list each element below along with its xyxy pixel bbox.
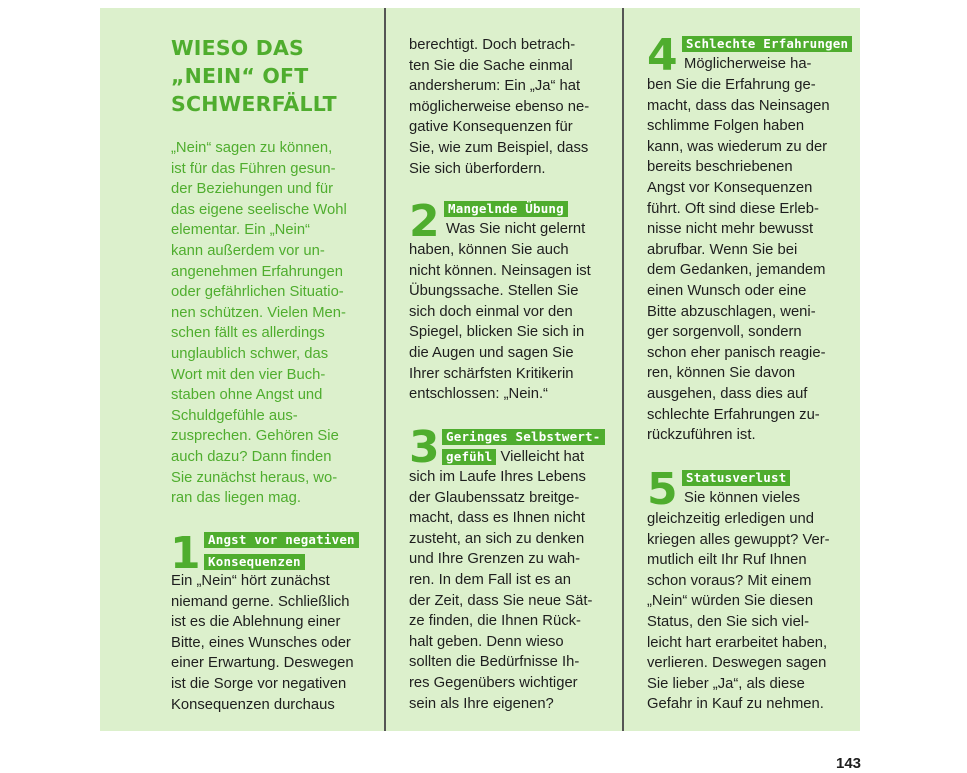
text-line: unglaublich schwer, das xyxy=(171,345,329,362)
text-line: sich doch einmal vor den xyxy=(409,303,573,320)
text-line: der Glaubenssatz breitge- xyxy=(409,489,580,506)
text-line: ist die Sorge vor negativen xyxy=(171,675,347,692)
text-line: nisse nicht mehr bewusst xyxy=(647,221,814,238)
text-line: zusprechen. Gehören Sie xyxy=(171,428,339,445)
text-line: schlechte Erfahrungen zu- xyxy=(647,406,820,423)
text-line: einen Wunsch oder eine xyxy=(647,282,807,299)
text-line: möglicherweise ebenso ne- xyxy=(409,98,590,115)
text-line: Angst vor Konsequenzen xyxy=(647,179,813,196)
title-line: „NEIN“ OFT xyxy=(171,64,309,88)
text-line: Ein „Nein“ hört zunächst xyxy=(171,573,330,589)
text-line: dem Gedanken, jemandem xyxy=(647,262,826,279)
section-first-line xyxy=(442,447,622,468)
text-line: oder gefährlichen Situatio- xyxy=(171,284,344,301)
text-line: Ihrer schärfsten Kritikerin xyxy=(409,365,574,382)
text-line: schon eher panisch reagie- xyxy=(647,344,826,361)
text-line: gative Konsequenzen für xyxy=(409,119,573,136)
text-line: ist für das Führen gesun- xyxy=(171,160,336,177)
text-line: verlieren. Deswegen sagen xyxy=(647,655,827,672)
text-line: nicht können. Neinsagen ist xyxy=(409,262,591,279)
text-line: zusteht, an sich zu denken xyxy=(409,530,585,547)
column-divider xyxy=(622,8,624,731)
text-line: Sie, wie zum Beispiel, dass xyxy=(409,139,589,156)
text-line: der Beziehungen und für xyxy=(171,181,334,198)
heading-tag: Statusverlust xyxy=(682,470,790,486)
text-line: sein als Ihre eigenen? xyxy=(409,695,554,712)
text-line: res Gegenübers wichtiger xyxy=(409,674,578,691)
text-line: Sie lieber „Ja“, als diese xyxy=(647,675,805,692)
text-line: abrufbar. Wenn Sie bei xyxy=(647,241,798,258)
text-line: sollten die Bedürfnisse Ih- xyxy=(409,654,580,671)
section-number: 3 xyxy=(409,422,440,473)
text-line: und Ihre Grenzen zu wah- xyxy=(409,551,581,568)
heading-tag: Konsequenzen xyxy=(204,554,305,570)
first-line-text: Vielleicht hat xyxy=(500,449,585,465)
text-line: Sie zunächst heraus, wo- xyxy=(171,469,338,486)
heading-tag: gefühl xyxy=(442,449,496,465)
text-line: ist es die Ablehnung einer xyxy=(171,614,341,631)
text-line: Gefahr in Kauf zu nehmen. xyxy=(647,696,824,713)
text-line: mutlich eilt Ihr Ruf Ihnen xyxy=(647,552,807,569)
text-line: schlimme Folgen haben xyxy=(647,118,805,135)
text-line: ren, können Sie davon xyxy=(647,365,796,382)
text-line: einer Erwartung. Deswegen xyxy=(171,655,354,672)
text-line: „Nein“ sagen zu können, xyxy=(171,140,333,156)
heading-tag: Schlechte Erfahrungen xyxy=(682,36,852,52)
section-body xyxy=(171,571,381,715)
text-line: kann außerdem vor un- xyxy=(171,242,325,259)
text-line: staben ohne Angst und xyxy=(171,387,323,404)
title-line: SCHWERFÄLLT xyxy=(171,92,337,116)
title-line: WIESO DAS xyxy=(171,36,305,60)
text-line: führt. Oft sind diese Erleb- xyxy=(647,200,819,217)
section-heading xyxy=(444,200,568,218)
text-line: haben, können Sie auch xyxy=(409,242,569,258)
text-line: Bitte abzuschlagen, weni- xyxy=(647,303,816,320)
text-line: kriegen alles gewuppt? Ver- xyxy=(647,531,830,548)
section-body xyxy=(409,467,619,714)
heading-tag: Geringes Selbstwert- xyxy=(442,429,605,445)
intro-text xyxy=(171,138,376,509)
text-line: „Nein“ würden Sie diesen xyxy=(647,593,814,610)
text-line: rückzuführen ist. xyxy=(647,427,756,444)
text-line: Übungssache. Stellen Sie xyxy=(409,283,579,300)
section-body xyxy=(647,509,857,715)
text-line: kann, was wiederum zu der xyxy=(647,138,828,155)
section-number: 4 xyxy=(647,30,678,81)
text-line: schen fällt es allerdings xyxy=(171,325,325,342)
text-line: halt geben. Denn wieso xyxy=(409,633,564,650)
section-heading xyxy=(204,531,359,571)
text-line: Schuldgefühle aus- xyxy=(171,407,298,424)
text-line: andersherum: Ein „Ja“ hat xyxy=(409,78,581,95)
text-line: nen schützen. Vielen Men- xyxy=(171,304,346,321)
text-line: Konsequenzen durchaus xyxy=(171,696,335,713)
text-line: macht, dass es Ihnen nicht xyxy=(409,510,586,527)
heading-tag: Mangelnde Übung xyxy=(444,201,568,217)
text-line: ran das liegen mag. xyxy=(171,490,301,507)
section-heading xyxy=(682,469,790,487)
section-number: 5 xyxy=(647,464,678,515)
text-line: schon voraus? Mit einem xyxy=(647,572,812,589)
text-line: Spiegel, blicken Sie sich in xyxy=(409,324,585,341)
text-line: angenehmen Erfahrungen xyxy=(171,263,343,280)
text-line: elementar. Ein „Nein“ xyxy=(171,222,310,239)
text-line: ger sorgenvoll, sondern xyxy=(647,324,802,341)
section-number: 1 xyxy=(170,528,201,579)
text-line: die Augen und sagen Sie xyxy=(409,344,574,361)
section-body xyxy=(409,240,619,405)
text-line: entschlossen: „Nein.“ xyxy=(409,386,548,403)
text-line: bereits beschriebenen xyxy=(647,159,793,176)
section-heading xyxy=(682,35,852,53)
section-continuation xyxy=(409,35,619,179)
section-first-line: Möglicherweise ha- xyxy=(684,56,812,72)
text-line: niemand gerne. Schließlich xyxy=(171,593,350,610)
text-line: Status, den Sie sich viel- xyxy=(647,613,810,630)
column-divider xyxy=(384,8,386,731)
text-line: macht, dass das Neinsagen xyxy=(647,97,830,114)
text-line: ben Sie die Erfahrung ge- xyxy=(647,77,816,93)
text-line: Wort mit den vier Buch- xyxy=(171,366,326,383)
text-line: auch dazu? Dann finden xyxy=(171,448,332,465)
text-line: das eigene seelische Wohl xyxy=(171,201,347,218)
heading-tag: Angst vor negativen xyxy=(204,532,359,548)
section-first-line: Sie können vieles xyxy=(684,490,800,506)
text-line: gleichzeitig erledigen und xyxy=(647,511,814,527)
text-line: ten Sie die Sache einmal xyxy=(409,57,573,74)
section-first-line: Was Sie nicht gelernt xyxy=(446,221,586,237)
text-line: der Zeit, dass Sie neue Sät- xyxy=(409,592,593,609)
section-number: 2 xyxy=(409,196,440,247)
text-line: sich im Laufe Ihres Lebens xyxy=(409,469,586,485)
section-body xyxy=(647,75,857,446)
text-line: Bitte, eines Wunsches oder xyxy=(171,634,351,651)
article-title xyxy=(171,34,381,118)
text-line: leicht hart erarbeitet haben, xyxy=(647,634,828,651)
text-line: berechtigt. Doch betrach- xyxy=(409,37,576,53)
text-line: Sie sich überfordern. xyxy=(409,160,546,177)
text-line: ausgehen, dass dies auf xyxy=(647,385,808,402)
text-line: ren. In dem Fall ist es an xyxy=(409,571,572,588)
section-heading xyxy=(442,428,605,446)
page-number: 143 xyxy=(836,755,862,772)
text-line: ze finden, die Ihnen Rück- xyxy=(409,613,581,630)
